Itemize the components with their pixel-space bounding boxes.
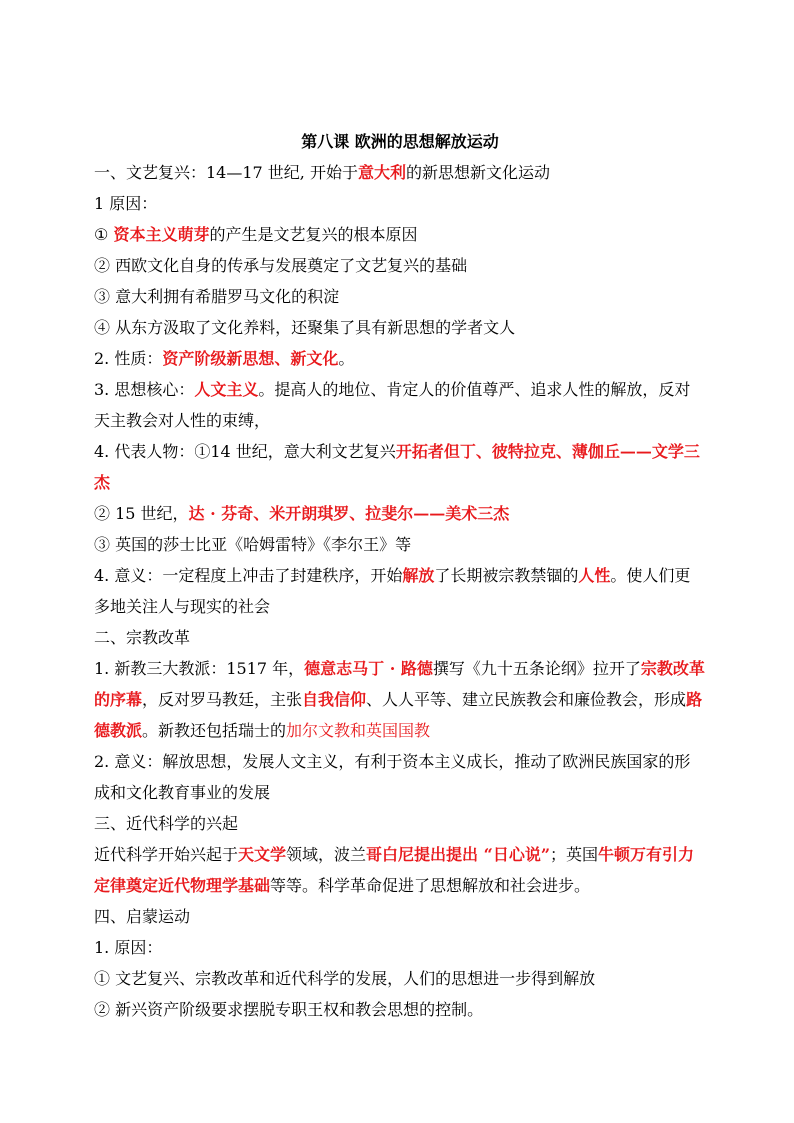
- core-idea-paragraph: 3. 思想核心：人文主义。提高人的地位、肯定人的价值尊严、追求人性的解放，反对天主教会对人性的束缚，: [94, 380, 691, 430]
- section-renaissance-heading: 一、文艺复兴：14—17 世纪, 开始于意大利的新思想新文化运动: [94, 163, 551, 182]
- representatives-item-2: ② 15 世纪，达 · 芬奇、米开朗琪罗、拉斐尔——美术三杰: [94, 504, 510, 523]
- cause-item-1: ① 资本主义萌芽的产生是文艺复兴的根本原因: [94, 225, 418, 244]
- section-reformation-heading: 二、宗教改革: [94, 628, 191, 647]
- significance-paragraph: 4. 意义：一定程度上冲击了封建秩序，开始解放了长期被宗教禁锢的人性。使人们更多地关注人与现实的社会: [94, 566, 691, 616]
- reformation-sects-paragraph: 1. 新教三大教派：1517 年，德意志马丁 · 路德撰写《九十五条论纲》拉开了宗教改革的序幕，反对罗马教廷，主张自我信仰、人人平等、建立民族教会和廉俭教会，形成路德教派。新教还包括瑞士的加尔文教和英国国教: [94, 659, 705, 740]
- section-science-heading: 三、近代科学的兴起: [94, 814, 239, 833]
- cause-item-2: ② 西欧文化自身的传承与发展奠定了文艺复兴的基础: [94, 256, 468, 275]
- representatives-item-3: ③ 英国的莎士比亚《哈姆雷特》《李尔王》等: [94, 535, 412, 554]
- science-paragraph: 近代科学开始兴起于天文学领域，波兰哥白尼提出提出 “日心说”；英国牛顿万有引力定律奠定近代物理学基础等等。科学革命促进了思想解放和社会进步。: [94, 845, 695, 895]
- reformation-significance-paragraph: 2. 意义：解放思想，发展人文主义，有利于资本主义成长，推动了欧洲民族国家的形成和文化教育事业的发展: [94, 752, 691, 802]
- enlightenment-causes-heading: 1. 原因：: [94, 938, 163, 957]
- section-enlightenment-heading: 四、启蒙运动: [94, 907, 191, 926]
- enlightenment-cause-1: ① 文艺复兴、宗教改革和近代科学的发展，人们的思想进一步得到解放: [94, 969, 596, 988]
- document-page: [94, 126, 706, 1025]
- cause-item-3: ③ 意大利拥有希腊罗马文化的积淀: [94, 287, 340, 306]
- cause-item-4: ④ 从东方汲取了文化养料，还聚集了具有新思想的学者文人: [94, 318, 516, 337]
- nature-line: 2. 性质：资产阶级新思想、新文化。: [94, 349, 355, 368]
- page-title: 第八课 欧洲的思想解放运动: [301, 132, 499, 151]
- enlightenment-cause-2: ② 新兴资产阶级要求摆脱专职王权和教会思想的控制。: [94, 1000, 484, 1019]
- causes-heading: 1 原因：: [94, 194, 158, 213]
- representatives-paragraph: 4. 代表人物：①14 世纪，意大利文艺复兴开拓者但丁、彼特拉克、薄伽丘——文学三杰: [94, 442, 700, 492]
